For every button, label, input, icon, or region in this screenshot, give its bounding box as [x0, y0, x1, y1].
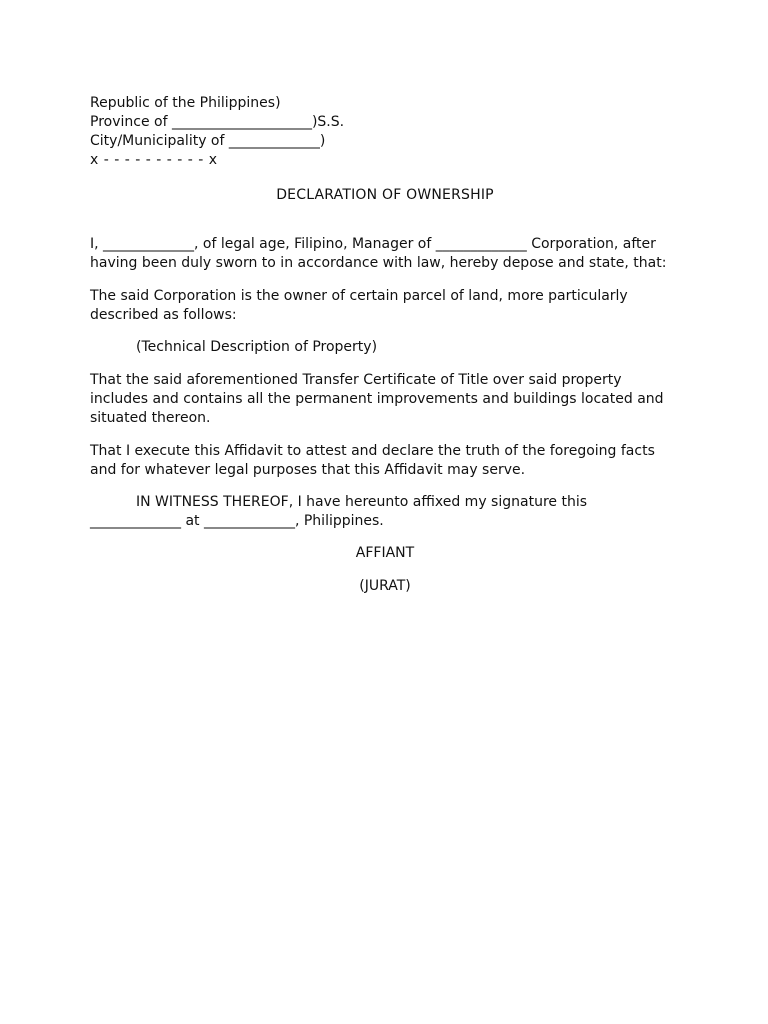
venue-separator: x - - - - - - - - - - x — [90, 152, 218, 168]
paragraph-technical-description: (Technical Description of Property) — [136, 339, 378, 355]
document-title: DECLARATION OF OWNERSHIP — [276, 187, 494, 203]
venue-republic-line: Republic of the Philippines) — [90, 95, 281, 111]
paragraph-witness: IN WITNESS THEREOF, I have hereunto affixed my signature this _____________ at _____________, Philippines. — [90, 494, 588, 529]
document-page — [90, 94, 680, 596]
paragraph-improvements: That the said aforementioned Transfer Certificate of Title over said property includes and contains all the permanent improvements and buildings located and situated thereon. — [90, 372, 664, 426]
affiant-label: AFFIANT — [355, 545, 415, 561]
paragraph-purpose: That I execute this Affidavit to attest and declare the truth of the foregoing facts and for whatever legal purposes that this Affidavit may serve. — [90, 443, 655, 478]
paragraph-affiant-identity: I, _____________, of legal age, Filipino, Manager of _____________ Corporation, after having been duly sworn to in accordance with law, hereby depose and state, that: — [90, 236, 667, 271]
jurat-label: (JURAT) — [359, 578, 411, 594]
paragraph-ownership-statement: The said Corporation is the owner of certain parcel of land, more particularly described as follows: — [90, 288, 628, 323]
venue-block — [90, 94, 680, 170]
venue-city-line: City/Municipality of _____________) — [90, 133, 326, 149]
venue-province-line: Province of ____________________)S.S. — [90, 114, 345, 130]
